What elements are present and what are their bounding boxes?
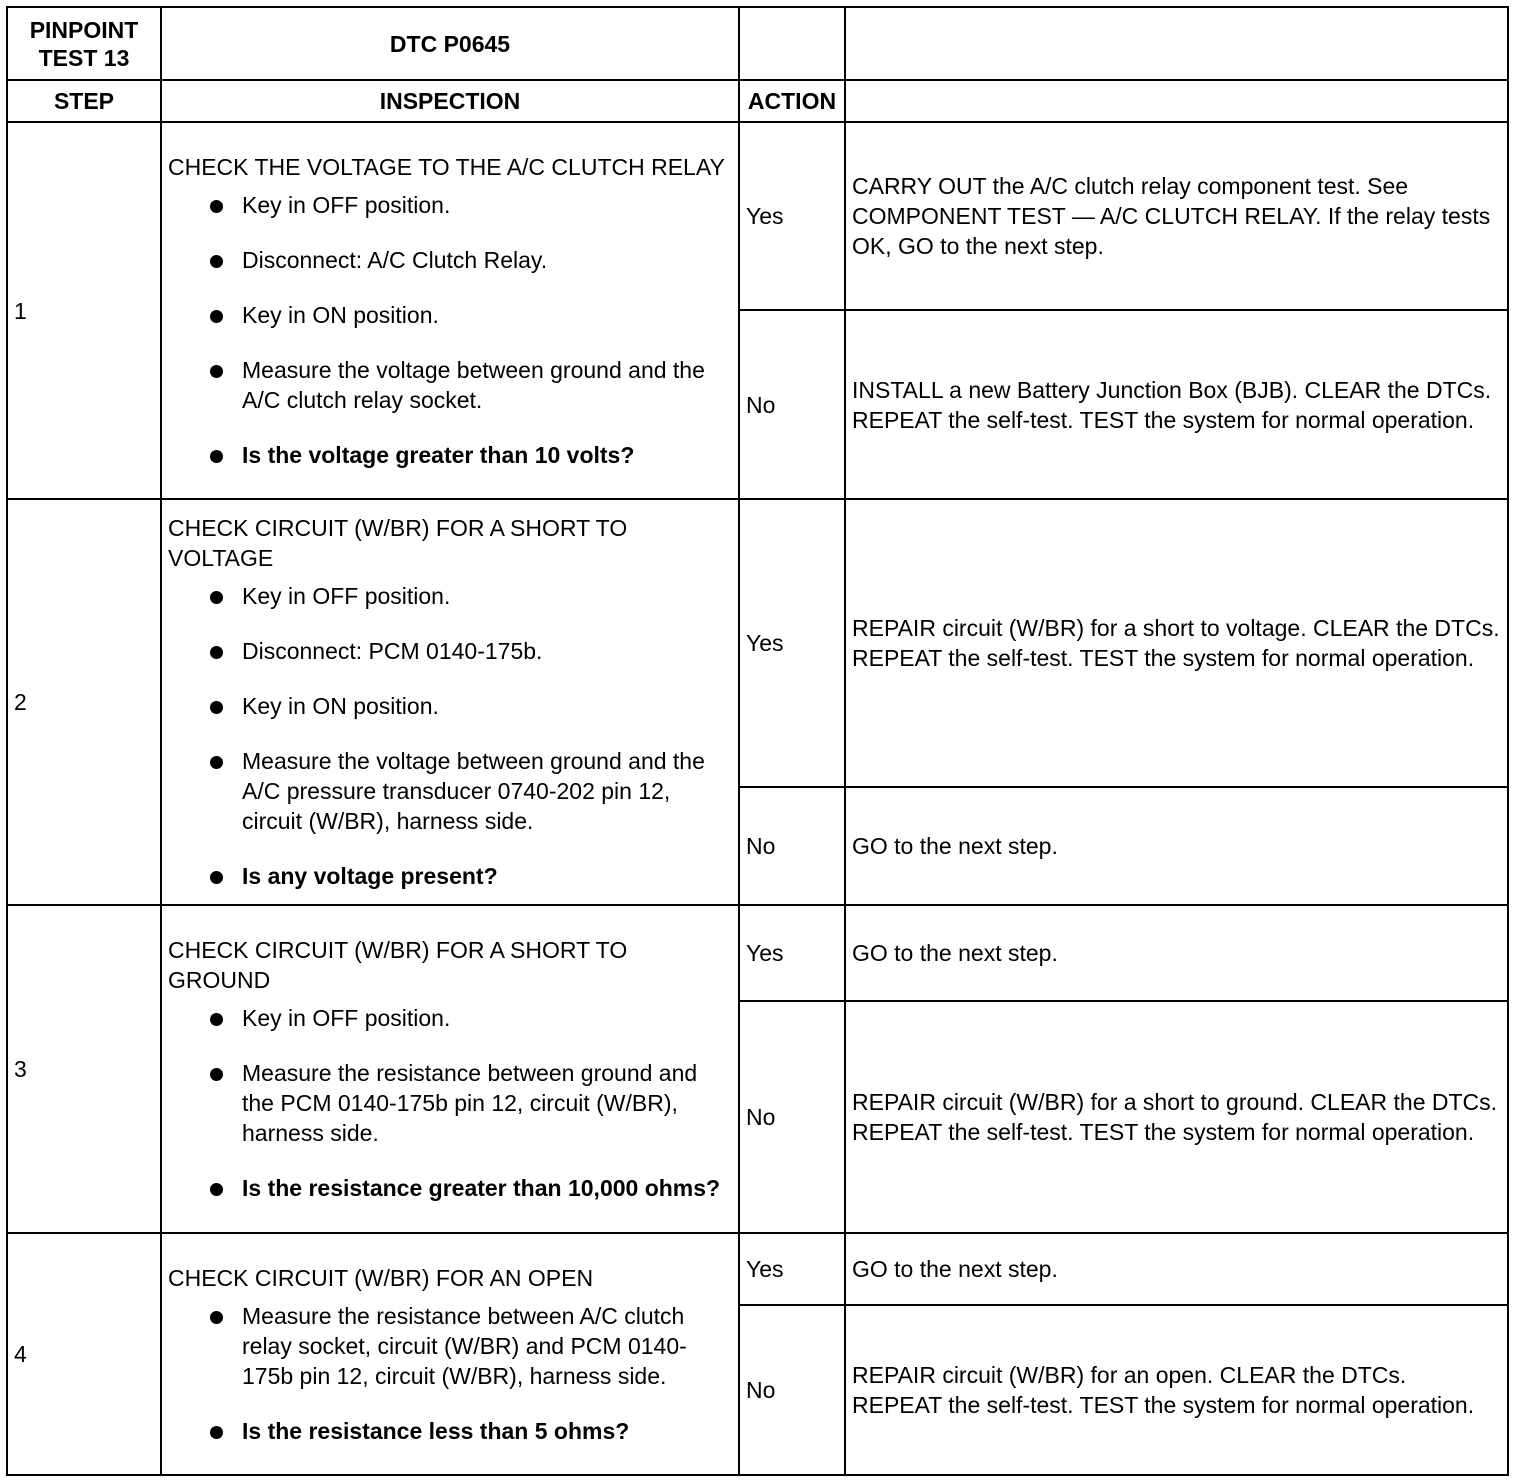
bullet-question: Is the resistance greater than 10,000 ohms? [242, 1173, 732, 1203]
bullet-item: Disconnect: A/C Clutch Relay. [242, 245, 732, 275]
col-inspection-header: INSPECTION [161, 80, 739, 122]
bullet-item: Key in OFF position. [242, 581, 732, 611]
no-action: REPAIR circuit (W/BR) for a short to ground. CLEAR the DTCs. REPEAT the self-test. TEST the system for normal operation. [845, 1001, 1508, 1233]
inspection-bullets [168, 1003, 732, 1203]
yes-action: GO to the next step. [845, 1233, 1508, 1305]
step-number: 3 [7, 905, 161, 1233]
no-action: GO to the next step. [845, 787, 1508, 905]
no-label: No [739, 1001, 845, 1233]
bullet-question: Is the voltage greater than 10 volts? [242, 440, 732, 470]
yes-label: Yes [739, 122, 845, 310]
step-number: 1 [7, 122, 161, 499]
bullet-question: Is the resistance less than 5 ohms? [242, 1416, 732, 1446]
bullet-item: Key in OFF position. [242, 1003, 732, 1033]
inspection-cell [161, 499, 739, 905]
col-step-header: STEP [7, 80, 161, 122]
bullet-item: Disconnect: PCM 0140-175b. [242, 636, 732, 666]
bullet-item: Key in OFF position. [242, 190, 732, 220]
inspection-title: CHECK THE VOLTAGE TO THE A/C CLUTCH RELAY [168, 153, 725, 180]
bullet-icon [210, 756, 223, 769]
bullet-icon [210, 646, 223, 659]
yes-action: REPAIR circuit (W/BR) for a short to voltage. CLEAR the DTCs. REPEAT the self-test. TEST the system for normal operation. [845, 499, 1508, 787]
bullet-item: Measure the resistance between A/C clutch relay socket, circuit (W/BR) and PCM 0140-175b pin 12, circuit (W/BR), harness side. [242, 1301, 732, 1391]
bullet-icon [210, 200, 223, 213]
pinpoint-label-line2: TEST 13 [38, 44, 130, 71]
empty-header-cell [845, 7, 1508, 80]
bullet-item: Measure the voltage between ground and the A/C pressure transducer 0740-202 pin 12, circuit (W/BR), harness side. [242, 746, 732, 836]
inspection-title: CHECK CIRCUIT (W/BR) FOR A SHORT TO GROUND [168, 937, 628, 993]
yes-label: Yes [739, 499, 845, 787]
no-label: No [739, 787, 845, 905]
pinpoint-label-line1: PINPOINT [29, 16, 139, 43]
no-action: INSTALL a new Battery Junction Box (BJB). CLEAR the DTCs. REPEAT the self-test. TEST the system for normal operation. [845, 310, 1508, 499]
step-row [7, 1233, 1508, 1305]
empty-header-cell [845, 80, 1508, 122]
bullet-icon [210, 310, 223, 323]
yes-action: CARRY OUT the A/C clutch relay component test. See COMPONENT TEST — A/C CLUTCH RELAY. If the relay tests OK, GO to the next step. [845, 122, 1508, 310]
column-header-row [7, 80, 1508, 122]
bullet-icon [210, 1426, 223, 1439]
bullet-item: Key in ON position. [242, 691, 732, 721]
bullet-icon [210, 450, 223, 463]
bullet-question: Is any voltage present? [242, 861, 732, 891]
pinpoint-test-table [6, 6, 1509, 1476]
title-row [7, 7, 1508, 80]
bullet-icon [210, 871, 223, 884]
yes-label: Yes [739, 905, 845, 1001]
col-action-header: ACTION [739, 80, 845, 122]
bullet-item: Measure the voltage between ground and the A/C clutch relay socket. [242, 355, 732, 415]
inspection-title: CHECK CIRCUIT (W/BR) FOR A SHORT TO VOLTAGE [168, 515, 628, 571]
bullet-icon [210, 1068, 223, 1081]
dtc-code: DTC P0645 [161, 7, 739, 80]
inspection-cell [161, 905, 739, 1233]
bullet-icon [210, 701, 223, 714]
bullet-item: Measure the resistance between ground and the PCM 0140-175b pin 12, circuit (W/BR), harness side. [242, 1058, 732, 1148]
bullet-item: Key in ON position. [242, 300, 732, 330]
bullet-icon [210, 1311, 223, 1324]
bullet-icon [210, 591, 223, 604]
step-number: 2 [7, 499, 161, 905]
bullet-icon [210, 1013, 223, 1026]
step-number: 4 [7, 1233, 161, 1475]
bullet-icon [210, 365, 223, 378]
step-row [7, 905, 1508, 1001]
inspection-cell [161, 1233, 739, 1475]
step-row [7, 122, 1508, 310]
step-row [7, 499, 1508, 787]
empty-header-cell [739, 7, 845, 80]
no-label: No [739, 310, 845, 499]
bullet-icon [210, 1183, 223, 1196]
pinpoint-test-label [7, 7, 161, 80]
inspection-bullets [168, 190, 732, 470]
bullet-icon [210, 255, 223, 268]
inspection-title: CHECK CIRCUIT (W/BR) FOR AN OPEN [168, 1264, 594, 1291]
no-action: REPAIR circuit (W/BR) for an open. CLEAR the DTCs. REPEAT the self-test. TEST the system for normal operation. [845, 1305, 1508, 1475]
inspection-bullets [168, 581, 732, 891]
inspection-cell [161, 122, 739, 499]
no-label: No [739, 1305, 845, 1475]
yes-label: Yes [739, 1233, 845, 1305]
inspection-bullets [168, 1301, 732, 1446]
yes-action: GO to the next step. [845, 905, 1508, 1001]
